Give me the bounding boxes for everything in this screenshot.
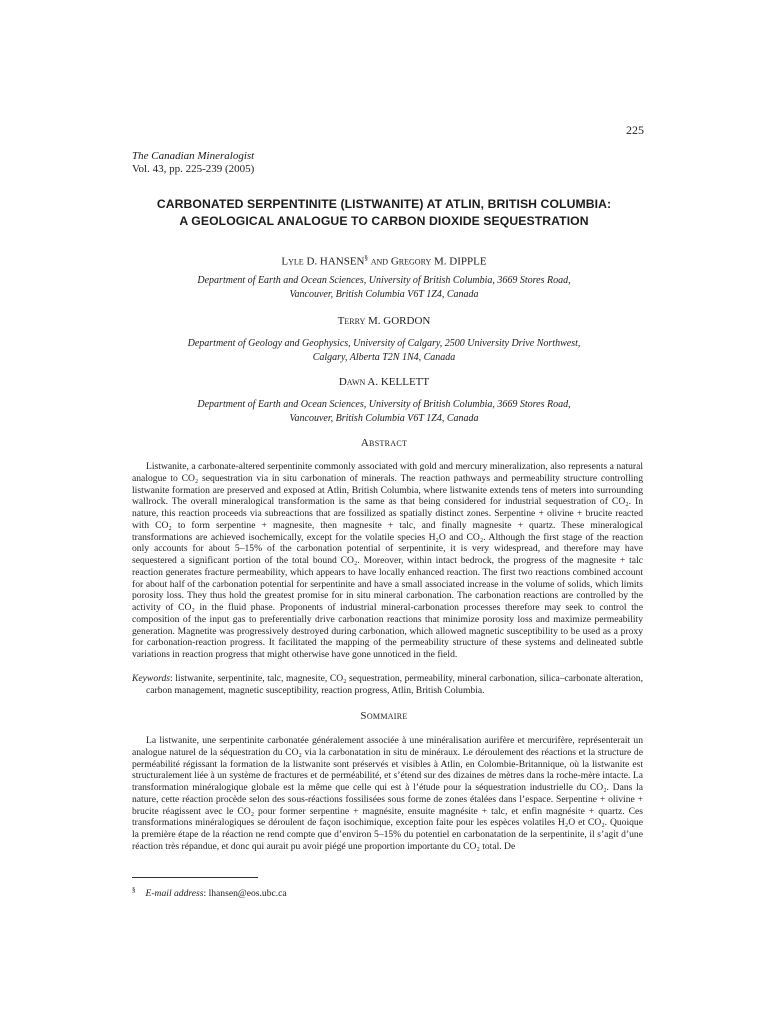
keywords-text: : listwanite, serpentinite, talc, magnesite, CO₂ sequestration, permeability, mineral carbonation, silica–carbonate alteration, carbon management, magnetic susceptibility, reaction progress, Atlin, British Columbia. <box>146 673 643 696</box>
affiliation-line: Calgary, Alberta T2N 1N4, Canada <box>312 352 456 363</box>
author-line-3 <box>0 376 768 389</box>
abstract-text: Listwanite, a carbonate-altered serpentinite commonly associated with gold and mercury mineralization, also represents a natural analogue to CO₂ sequestration via in situ carbonation of minerals. The reaction pathways and permeability structure controlling listwanite formation are preserved and exposed at Atlin, British Columbia, where listwanite extends tens of meters into surrounding wallrock. The overall mineralogical transformation is the same as that being considered for industrial sequestration of CO₂. In nature, this reaction proceeds via subreactions that are fossilized as spatially distinct zones. Serpentine + olivine + brucite reacted with CO₂ to form serpentine + magnesite, then magnesite + talc, and finally magnesite + quartz. These mineralogical transformations are achieved isochemically, except for the volatile species H₂O and CO₂. Although the first stage of the reaction only accounts for about 5–15% of the carbonation potential of serpentinite, it is very widespread, and therefore may have sequestered a significant portion of the total bound CO₂. Moreover, within intact bedrock, the progress of the magnesite + talc reaction generates fracture permeability, which appears to have locally enhanced reaction. The first two reactions combined account for about half of the carbonation potential for serpentinite and have a small associated increase in the volume of solids, which limits porosity loss. They thus hold the greatest promise for in situ mineral carbonation. The carbonation reactions are controlled by the activity of CO₂ in the fluid phase. Proponents of industrial mineral-carbonation processes therefore may seek to control the composition of the input gas to preferentially drive carbonation reactions that minimize porosity loss and maximize permeability generation. Magnetite was progressively destroyed during carbonation, which allowed magnetic susceptibility to be used as a proxy for carbonation-reaction progress. It facilitated the mapping of the permeability structure of these systems and delineated subtle variations in reaction progress that might otherwise have gone unnoticed in the field. <box>132 461 643 660</box>
footnote-rule <box>132 877 258 878</box>
affiliation-2 <box>0 337 768 365</box>
footnote-mark: § <box>132 886 136 894</box>
author-name: Dawn A. KELLETT <box>338 376 430 388</box>
journal-name: The Canadian Mineralogist <box>132 150 255 162</box>
footnote <box>132 884 287 900</box>
author-line-1 <box>0 252 768 269</box>
footnote-label: E-mail address <box>145 888 204 900</box>
journal-citation <box>132 150 254 176</box>
author-line-2 <box>0 315 768 328</box>
affiliation-line: Department of Geology and Geophysics, University of Calgary, 2500 University Drive Northwest, <box>187 338 581 349</box>
author-joiner: and <box>368 255 391 268</box>
abstract-heading: Abstract <box>360 437 408 449</box>
journal-volume: Vol. 43, pp. 225-239 (2005) <box>132 163 255 175</box>
footnote-marker: § <box>364 254 368 262</box>
author-name: Terry M. GORDON <box>337 315 431 327</box>
footnote-email: : lhansen@eos.ubc.ca <box>203 888 287 900</box>
affiliation-line: Department of Earth and Ocean Sciences, University of British Columbia, 3669 Stores Road, <box>197 399 571 410</box>
keywords-label: Keywords <box>132 673 171 684</box>
affiliation-line: Vancouver, British Columbia V6T 1Z4, Canada <box>289 413 479 424</box>
affiliation-3 <box>0 398 768 426</box>
affiliation-line: Department of Earth and Ocean Sciences, University of British Columbia, 3669 Stores Road, <box>197 275 571 286</box>
page-number: 225 <box>626 123 644 137</box>
title-line-2: A GEOLOGICAL ANALOGUE TO CARBON DIOXIDE SEQUESTRATION <box>179 214 589 228</box>
keywords <box>132 673 643 697</box>
article-title <box>0 196 768 230</box>
affiliation-1 <box>0 274 768 302</box>
affiliation-line: Vancouver, British Columbia V6T 1Z4, Canada <box>289 289 479 300</box>
sommaire-text: La listwanite, une serpentinite carbonatée généralement associée à une minéralisation aurifère et mercurifère, représenterait un analogue naturel de la séquestration du CO₂ via la carbonatation in situ de minéraux. Le déroulement des réactions et la structure de perméabilité régissant la formation de la listwanite sont préservés et visibles à Atlin, en Colombie-Britannique, où la listwanite est structuralement liée à un système de fractures et de perméabilité, et s’étend sur des dizaines de mètres dans la roche-mère intacte. La transformation minéralogique globale est la même que celle qui est à l’étude pour la séquestration industrielle du CO₂. Dans la nature, cette réaction procède selon des sous-réactions fossilisées sous forme de zones étalées dans l’espace. Serpentine + olivine + brucite réagissent avec le CO₂ pour former serpentine + magnésite, ensuite magnésite + talc, et enfin magnésite + quartz. Ces transformations minéralogiques se déroulent de façon isochimique, exception faite pour les espèces volatiles H₂O et CO₂. Quoique la première étape de la réaction ne rend compte que d’environ 5–15% du potentiel en carbonatation de la serpentinite, il s’agit d’une réaction très répandue, et donc qui aurait pu avoir piégé une proportion importante du CO₂ total. De <box>132 735 643 852</box>
title-line-1: CARBONATED SERPENTINITE (LISTWANITE) AT ATLIN, BRITISH COLUMBIA: <box>156 197 612 211</box>
author-name: Lyle D. HANSEN <box>281 255 365 268</box>
sommaire-heading: Sommaire <box>360 710 408 722</box>
author-name: Gregory M. DIPPLE <box>390 255 487 268</box>
